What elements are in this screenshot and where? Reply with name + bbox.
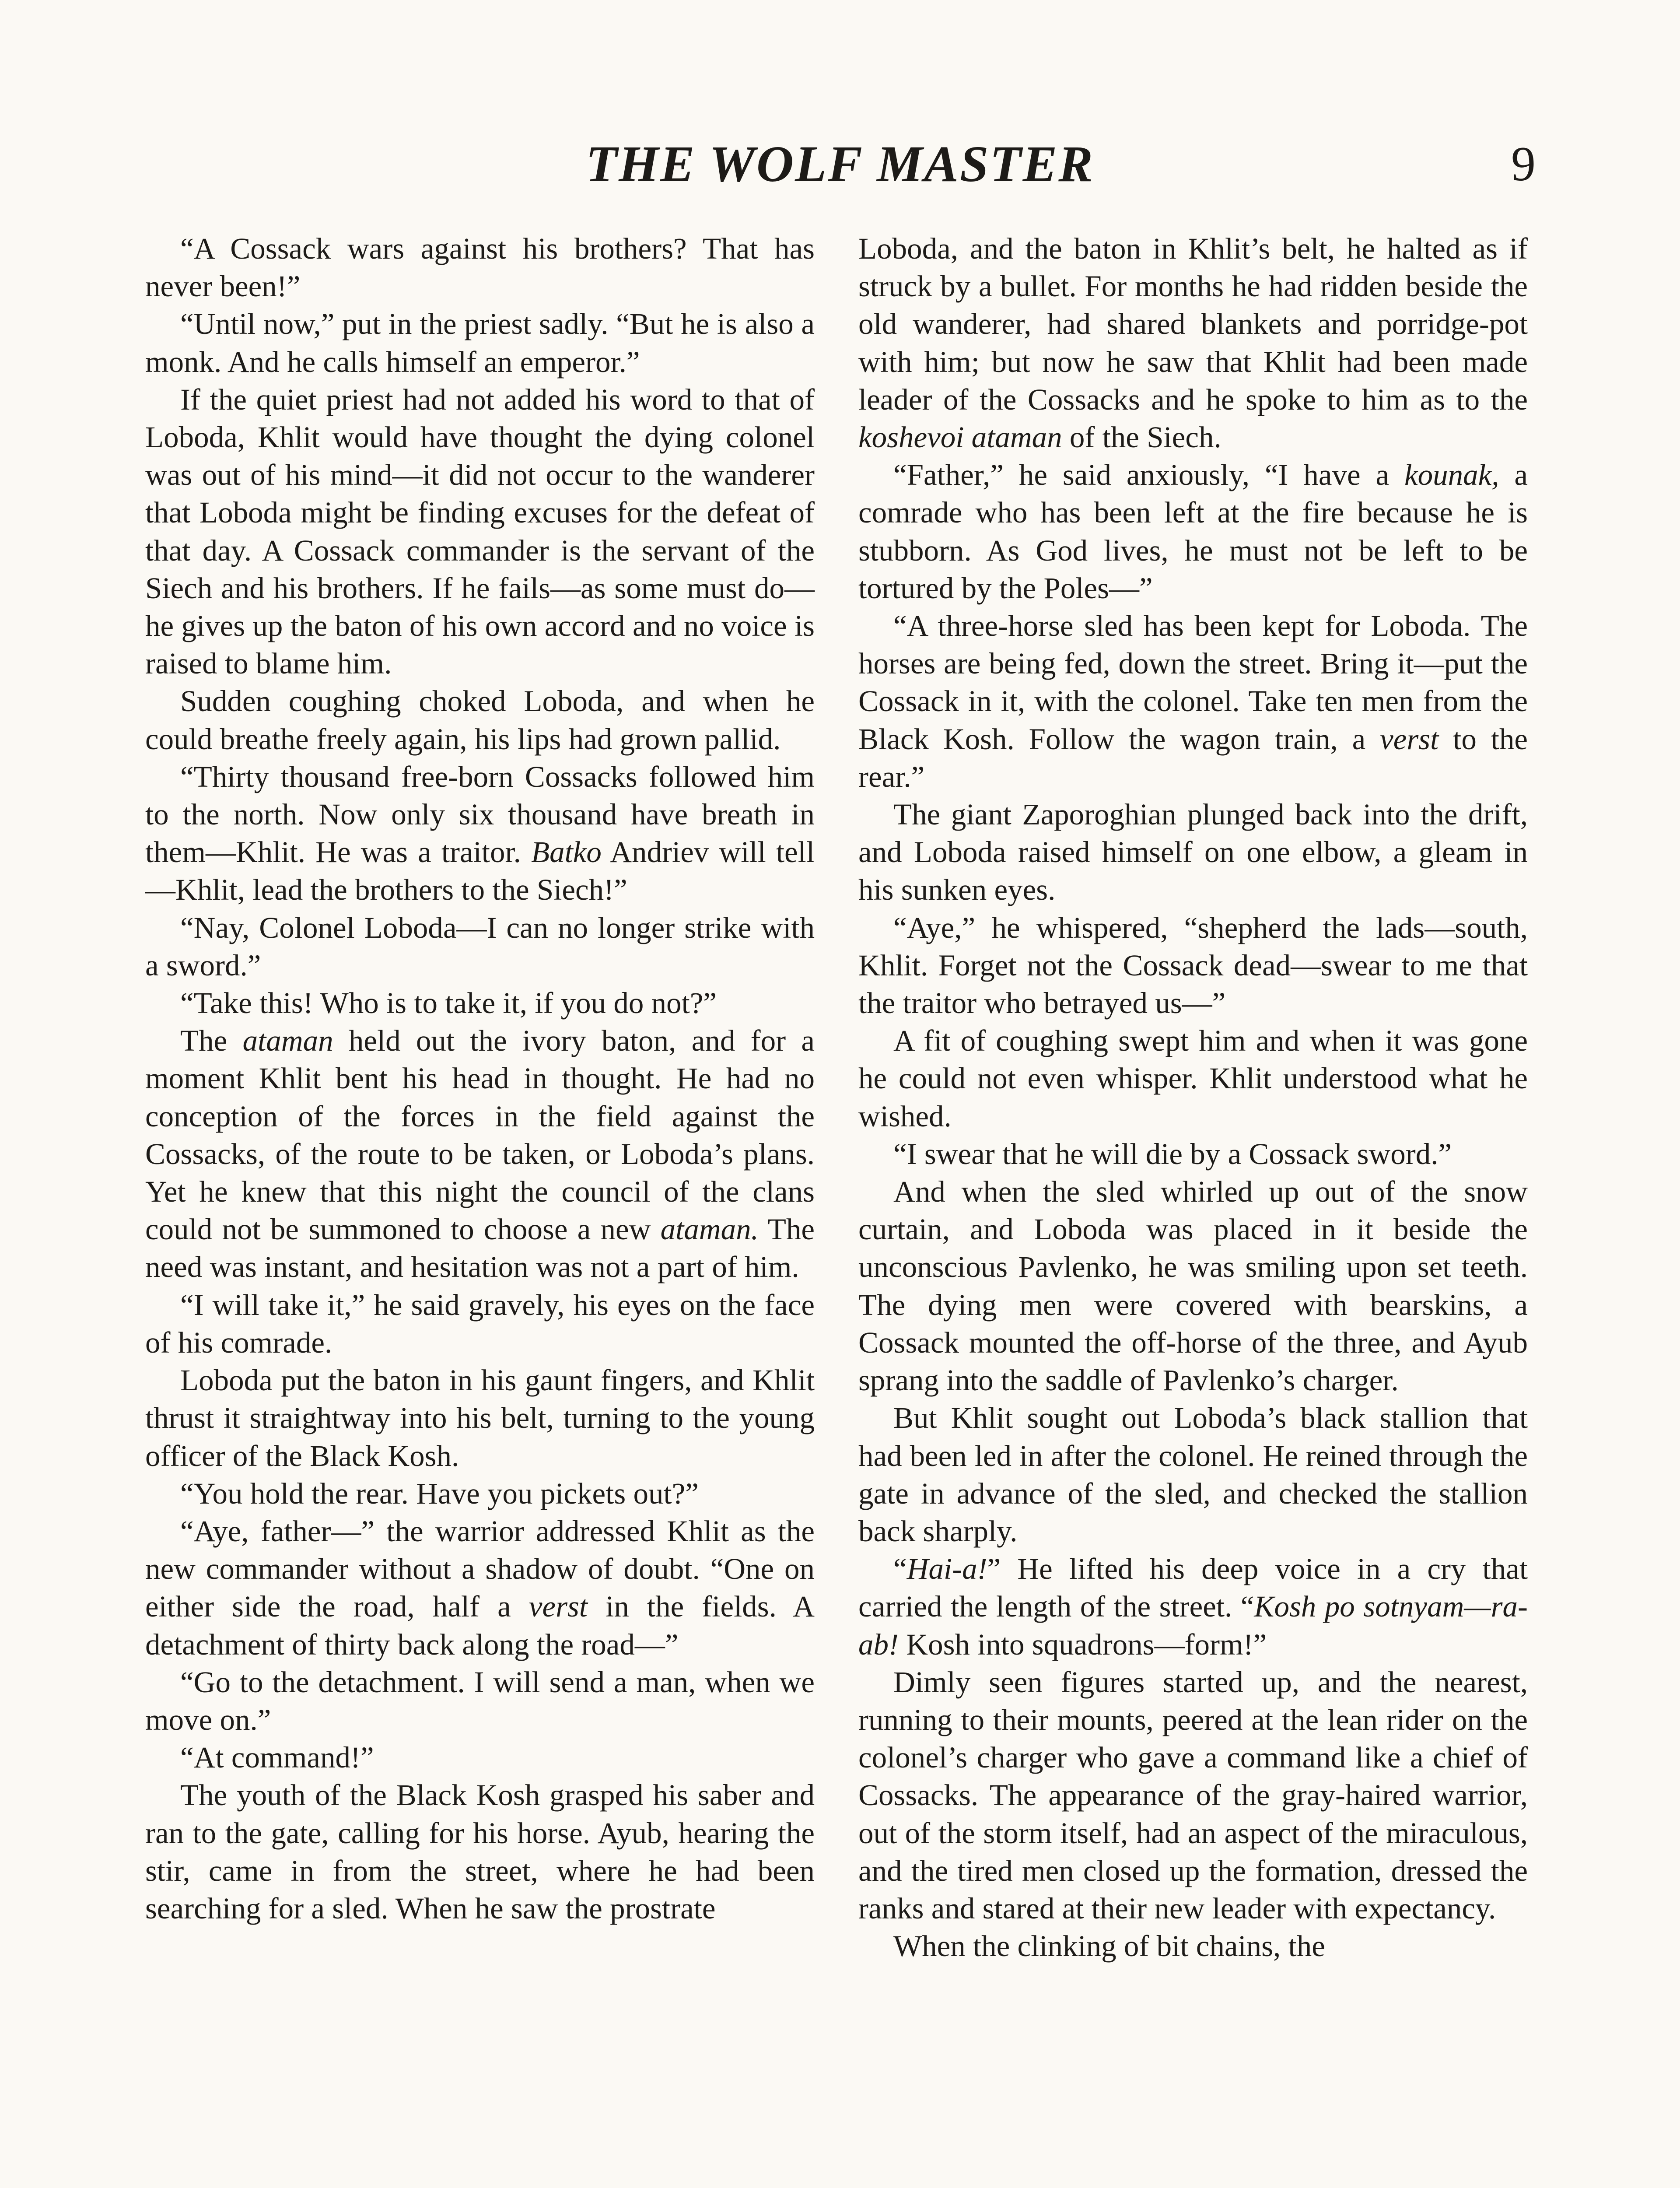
text-run: But Khlit sought out Loboda’s black stallion that had been led in after the colonel. He reined through the gate in advance of the sled, and checked the stallion back sharply. <box>858 1401 1528 1548</box>
text-run: And when the sled whirled up out of the snow curtain, and Loboda was placed in it beside the unconscious Pavlenko, he was smiling upon set teeth. The dying men were covered with bearskins, a Cossack mounted the off-horse of the three, and Ayub sprang into the saddle of Pavlenko’s charger. <box>858 1175 1528 1397</box>
paragraph <box>145 984 815 1022</box>
paragraph <box>145 1663 815 1739</box>
text-run: “ <box>893 1552 907 1586</box>
paragraph <box>145 909 815 984</box>
text-run: to the rear.” <box>858 722 1528 793</box>
text-run: “Aye,” he whispered, “shepherd the lads—south, Khlit. Forget not the Cossack dead—swear to me that the traitor who betrayed us—” <box>858 911 1528 1020</box>
paragraph <box>858 1173 1528 1399</box>
text-run: of the Siech. <box>1062 421 1222 454</box>
text-run: The <box>180 1024 243 1058</box>
paragraph <box>858 230 1528 456</box>
text-run: ” He lifted his deep voice in a cry that carried the length of the street. “ <box>858 1552 1528 1623</box>
paragraph <box>145 1286 815 1361</box>
text-run: a comrade who has been left at the fire because he is stubborn. As God lives, he must not be left to be tortured by the Poles—” <box>858 458 1528 605</box>
paragraph <box>858 1663 1528 1927</box>
paragraph <box>145 305 815 380</box>
text-run: held out the ivory baton, and for a moment Khlit bent his head in thought. He had no conception of the forces in the field against the Cossacks, of the route to be taken, or Loboda’s plans. Yet he knew that this night the council of the clans could not be summoned to choose a new <box>145 1024 815 1246</box>
text-run: Kosh into squadrons—form!” <box>898 1627 1267 1661</box>
text-run: “A Cossack wars against his brothers? That has never been!” <box>145 232 815 303</box>
italic-text: ataman. <box>660 1213 759 1246</box>
paragraph <box>858 1399 1528 1550</box>
text-run: Sudden coughing choked Loboda, and when he could breathe freely again, his lips had grown pallid. <box>145 684 815 756</box>
text-run: Dimly seen figures started up, and the nearest, running to their mounts, peered at the lean rider on the colonel’s charger who gave a command like a chief of Cossacks. The appearance of the gray-haired warrior, out of the storm itself, had an aspect of the miraculous, and the tired men closed up the formation, dressed the ranks and stared at their new leader with expectancy. <box>858 1665 1528 1925</box>
page-number: 9 <box>1511 137 1536 191</box>
text-run: The youth of the Black Kosh grasped his saber and ran to the gate, calling for his horse. Ayub, hearing the stir, came in from the street, where he had been searching for a sled. When he saw the prostrate <box>145 1778 815 1925</box>
italic-text: koshevoi ataman <box>858 421 1062 454</box>
text-run: “A three-horse sled has been kept for Loboda. The horses are being fed, down the street. Bring it—put the Cossack in it, with the colonel. Take ten men from the Black Kosh. Follow the wagon train, a <box>858 609 1528 756</box>
paragraph <box>145 758 815 909</box>
paragraph <box>145 1739 815 1776</box>
text-run: “At command!” <box>180 1741 374 1774</box>
text-run: in the fields. A detachment of thirty back along the road—” <box>145 1590 815 1661</box>
italic-text: Batko <box>531 835 602 869</box>
text-run: The need was instant, and hesitation was not a part of him. <box>145 1213 815 1284</box>
text-run: “Father,” he said anxiously, “I have a <box>893 458 1404 492</box>
paragraph <box>145 682 815 757</box>
italic-text: ataman <box>242 1024 333 1058</box>
text-run: “Aye, father—” the warrior addressed Khlit as the new commander without a shadow of doubt. “One on either side the road, half a <box>145 1514 815 1623</box>
italic-text: Hai-a! <box>906 1552 987 1586</box>
running-head <box>144 131 1536 197</box>
paragraph <box>145 230 815 305</box>
text-run: “Go to the detachment. I will send a man, when we move on.” <box>145 1665 815 1736</box>
paragraph <box>858 1550 1528 1663</box>
paragraph <box>858 1022 1528 1135</box>
text-column-left <box>145 230 815 2188</box>
text-run: “Until now,” put in the priest sadly. “But he is also a monk. And he calls himself an emperor.” <box>145 307 815 379</box>
paragraph <box>858 1135 1528 1173</box>
text-run: Loboda, and the baton in Khlit’s belt, he halted as if struck by a bullet. For months he had ridden beside the old wanderer, had shared blankets and porridge-pot with him; but now he saw that Khlit had been made leader of the Cossacks and he spoke to him as to the <box>858 232 1528 416</box>
italic-text: verst <box>528 1590 588 1623</box>
paragraph <box>145 1022 815 1286</box>
text-run: The giant Zaporoghian plunged back into the drift, and Loboda raised himself on one elbow, a gleam in his sunken eyes. <box>858 798 1528 907</box>
text-run: “Take this! Who is to take it, if you do not?” <box>180 986 717 1020</box>
italic-text: Kosh po sotnyam—ra-ab! <box>858 1590 1528 1661</box>
paragraph <box>858 607 1528 796</box>
paragraph <box>858 1927 1528 1965</box>
running-title: THE WOLF MASTER <box>586 135 1094 193</box>
text-run: “You hold the rear. Have you pickets out?” <box>180 1476 699 1510</box>
text-run: “Thirty thousand free-born Cossacks followed him to the north. Now only six thousand have breath in them—Khlit. He was a traitor. <box>145 760 815 869</box>
paragraph <box>858 909 1528 1022</box>
text-run: When the clinking of bit chains, the <box>893 1929 1325 1963</box>
text-run: Loboda put the baton in his gaunt fingers, and Khlit thrust it straightway into his belt, turning to the young officer of the Black Kosh. <box>145 1364 815 1473</box>
paragraph <box>858 456 1528 607</box>
text-run: “I will take it,” he said gravely, his eyes on the face of his comrade. <box>145 1288 815 1359</box>
italic-text: verst <box>1380 722 1439 756</box>
italic-text: kounak, <box>1404 458 1499 492</box>
paragraph <box>145 1512 815 1663</box>
paragraph <box>858 796 1528 909</box>
paragraph <box>145 381 815 683</box>
text-run: A fit of coughing swept him and when it was gone he could not even whisper. Khlit understood what he wished. <box>858 1024 1528 1133</box>
paragraph <box>145 1776 815 1927</box>
text-column-right <box>858 230 1528 2188</box>
paragraph <box>145 1475 815 1512</box>
paragraph <box>145 1361 815 1475</box>
text-run: “Nay, Colonel Loboda—I can no longer strike with a sword.” <box>145 911 815 982</box>
text-run: Andriev will tell—Khlit, lead the brothers to the Siech!” <box>145 835 815 907</box>
text-run: If the quiet priest had not added his word to that of Loboda, Khlit would have thought the dying colonel was out of his mind—it did not occur to the wanderer that Loboda might be finding excuses for the defeat of that day. A Cossack commander is the servant of the Siech and his brothers. If he fails—as some must do—he gives up the baton of his own accord and no voice is raised to blame him. <box>145 382 815 680</box>
text-run: “I swear that he will die by a Cossack sword.” <box>893 1137 1452 1171</box>
